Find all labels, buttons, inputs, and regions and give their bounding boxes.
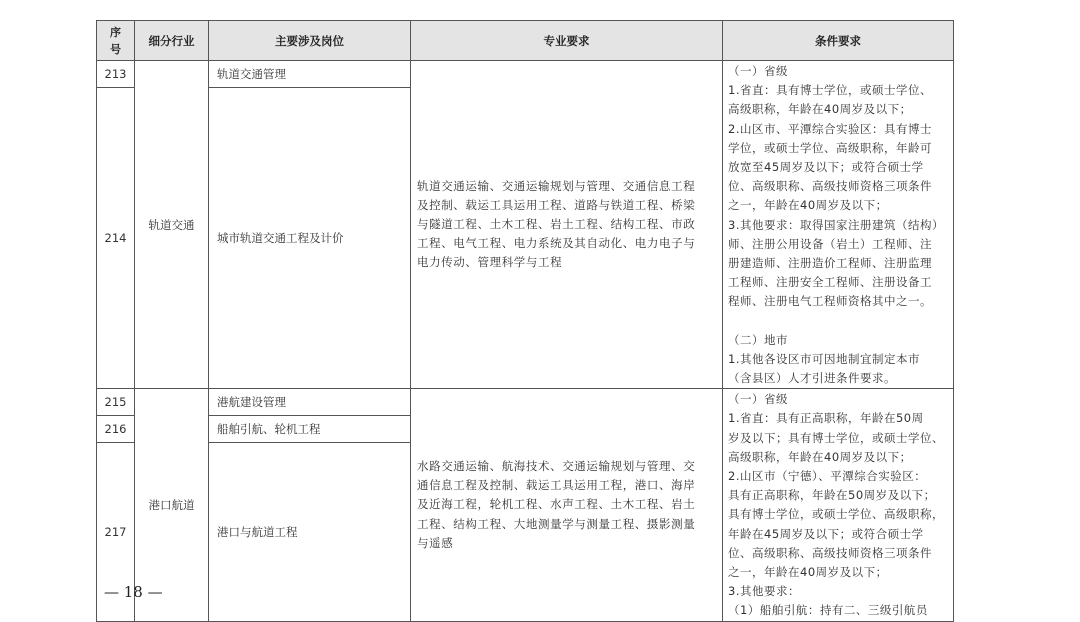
position-cell: 港航建设管理 bbox=[209, 389, 411, 416]
header-positions: 主要涉及岗位 bbox=[209, 21, 411, 61]
text-line: 及控制、载运工具运用工程、道路与铁道工程、桥梁 bbox=[417, 197, 696, 212]
text-line: 位、高级职称、高级技师资格三项条件 bbox=[728, 179, 932, 194]
text-line: 高级职称，年龄在40周岁及以下； bbox=[728, 449, 912, 464]
industry-cell: 轨道交通 bbox=[135, 61, 209, 389]
row-seq: 214 bbox=[97, 87, 135, 388]
header-seq-line: 号 bbox=[110, 42, 121, 56]
talent-requirements-table bbox=[96, 20, 954, 622]
text-line: 册建造师、注册造价工程师、注册监理 bbox=[728, 256, 932, 271]
conditions-text bbox=[723, 62, 953, 388]
position-cell: 船舶引航、轮机工程 bbox=[209, 416, 411, 443]
text-line: 3.其他要求：取得国家注册建筑（结构） bbox=[728, 217, 944, 232]
table-row bbox=[97, 61, 954, 88]
major-text bbox=[411, 457, 722, 553]
header-industry: 细分行业 bbox=[135, 21, 209, 61]
conditions-text bbox=[723, 390, 953, 620]
text-line: 2.山区市（宁德）、平潭综合实验区： bbox=[728, 469, 927, 484]
text-line: 高级职称，年龄在40周岁及以下； bbox=[728, 102, 912, 117]
text-line: 水路交通运输、航海技术、交通运输规划与管理、交 bbox=[417, 458, 696, 473]
text-line: 工程、电气工程、电力系统及其自动化、电力电子与 bbox=[417, 236, 696, 251]
conditions-cell bbox=[723, 61, 954, 389]
text-line: 轨道交通运输、交通运输规划与管理、交通信息工程 bbox=[417, 178, 696, 193]
text-line: 程师、注册电气工程师资格其中之一。 bbox=[728, 294, 932, 309]
text-line: 1.其他各设区市可因地制宜制定本市 bbox=[728, 351, 920, 366]
text-line: （二）地市 bbox=[728, 332, 788, 347]
text-line: 具有正高职称，年龄在50周岁及以下； bbox=[728, 488, 936, 503]
table-row bbox=[97, 389, 954, 416]
text-line: （1）船舶引航：持有二、三级引航员 bbox=[728, 603, 928, 618]
position-cell: 港口与航道工程 bbox=[209, 443, 411, 621]
text-line: 电力传动、管理科学与工程 bbox=[417, 255, 563, 270]
text-line: 1.省直：具有正高职称，年龄在50周 bbox=[728, 411, 924, 426]
text-line: 3.其他要求： bbox=[728, 584, 800, 599]
text-line: 之一，年龄在40周岁及以下； bbox=[728, 565, 888, 580]
text-line: （一）省级 bbox=[728, 392, 788, 407]
text-line: 及近海工程，轮机工程、水声工程、土木工程、岩土 bbox=[417, 497, 696, 512]
text-line bbox=[728, 312, 948, 331]
row-seq: 217 bbox=[97, 443, 135, 621]
text-line: 与隧道工程、土木工程、岩土工程、结构工程、市政 bbox=[417, 217, 696, 232]
text-line: 年龄在45周岁及以下；或符合硕士学 bbox=[728, 526, 924, 541]
header-seq bbox=[97, 21, 135, 61]
text-line: 通信息工程及控制、载运工具运用工程，港口、海岸 bbox=[417, 478, 696, 493]
text-line: 师、注册公用设备（岩土）工程师、注 bbox=[728, 236, 932, 251]
position-cell: 轨道交通管理 bbox=[209, 61, 411, 88]
text-line: 位、高级职称、高级技师资格三项条件 bbox=[728, 545, 932, 560]
major-text bbox=[411, 177, 722, 273]
text-line: （含县区）人才引进条件要求。 bbox=[728, 371, 896, 386]
row-seq: 215 bbox=[97, 389, 135, 416]
position-cell: 城市轨道交通工程及计价 bbox=[209, 87, 411, 388]
header-conditions: 条件要求 bbox=[723, 21, 954, 61]
header-major: 专业要求 bbox=[411, 21, 723, 61]
text-line: 工程、结构工程、大地测量学与测量工程、摄影测量 bbox=[417, 516, 696, 531]
text-line: 岁及以下；具有博士学位，或硕士学位、 bbox=[728, 430, 944, 445]
table-header-row bbox=[97, 21, 954, 61]
major-cell bbox=[411, 61, 723, 389]
text-line: 放宽至45周岁及以下；或符合硕士学 bbox=[728, 160, 924, 175]
text-line: 工程师、注册安全工程师、注册设备工 bbox=[728, 275, 932, 290]
text-line: （一）省级 bbox=[728, 64, 788, 78]
header-seq-line: 序 bbox=[110, 25, 121, 39]
conditions-cell bbox=[723, 389, 954, 621]
row-seq: 213 bbox=[97, 61, 135, 88]
text-line: 学位，或硕士学位、高级职称，年龄可 bbox=[728, 140, 932, 155]
text-line: 之一，年龄在40周岁及以下； bbox=[728, 198, 888, 213]
text-line: 1.省直：具有博士学位，或硕士学位、 bbox=[728, 83, 932, 98]
text-line: 具有博士学位，或硕士学位、高级职称， bbox=[728, 507, 944, 522]
row-seq: 216 bbox=[97, 416, 135, 443]
major-cell bbox=[411, 389, 723, 621]
text-line: 2.山区市、平潭综合实验区：具有博士 bbox=[728, 121, 932, 136]
industry-cell: 港口航道 bbox=[135, 389, 209, 621]
page-number: — 18 — bbox=[104, 583, 163, 601]
text-line: 与遥感 bbox=[417, 535, 454, 550]
